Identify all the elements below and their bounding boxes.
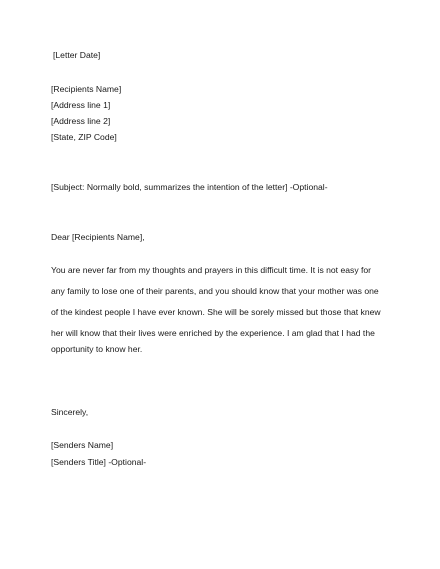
sender-title: [Senders Title] -Optional- — [51, 457, 147, 467]
address-line-2: [Address line 2] — [51, 116, 111, 126]
body-line: her will know that their lives were enriched by the experience. I am glad that I had the — [51, 328, 375, 338]
recipient-name: [Recipients Name] — [51, 84, 122, 94]
salutation: Dear [Recipients Name], — [51, 232, 145, 242]
letter-date: [Letter Date] — [53, 50, 101, 60]
body-line: any family to lose one of their parents, and you should know that your mother was one — [51, 286, 379, 296]
sender-name: [Senders Name] — [51, 440, 114, 450]
address-line-1: [Address line 1] — [51, 100, 111, 110]
subject-line: [Subject: Normally bold, summarizes the intention of the letter] -Optional- — [51, 182, 328, 192]
body-line: You are never far from my thoughts and prayers in this difficult time. It is not easy for — [51, 265, 372, 275]
body-line: opportunity to know her. — [51, 344, 143, 354]
closing: Sincerely, — [51, 407, 89, 417]
body-line: of the kindest people I have ever known. She will be sorely missed but those that knew — [51, 307, 381, 317]
state-zip: [State, ZIP Code] — [51, 132, 117, 142]
